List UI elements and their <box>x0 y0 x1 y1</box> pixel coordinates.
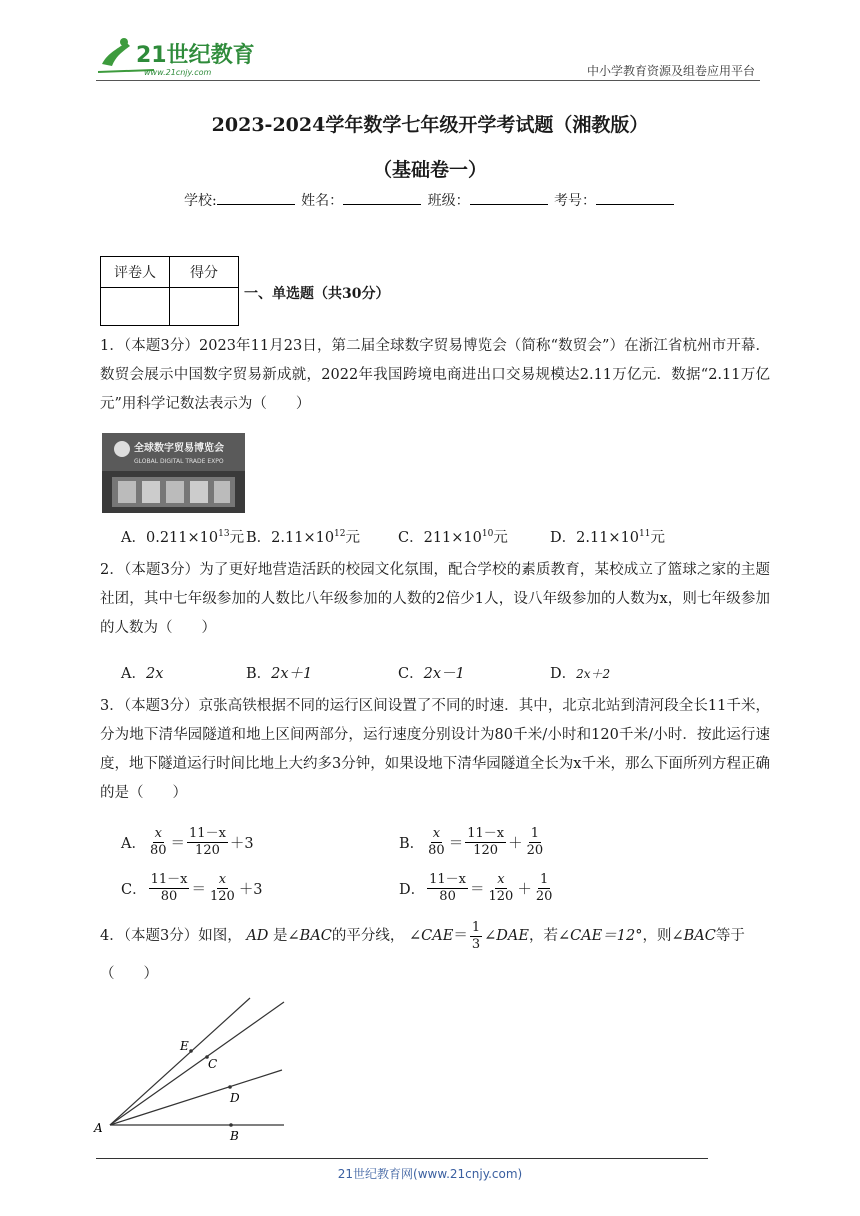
q1-option-a[interactable]: A．$0.211\times 10^{13}$元 <box>121 529 245 546</box>
logo-text: 21世纪教育 <box>136 43 255 68</box>
student-info-line <box>0 190 860 210</box>
q2-option-c[interactable]: C．2x－1 <box>398 666 465 682</box>
point-D <box>228 1085 232 1089</box>
q2-option-b[interactable]: B．2x＋1 <box>246 666 313 682</box>
ray-AC <box>110 1002 284 1125</box>
angle-figure <box>90 990 300 1150</box>
question-3-text: 3．（本题3分）京张高铁根据不同的运行区间设置了不同的时速．其中，北京北站到清河段全长11千米，分为地下清华园隧道和地上区间两部分，运行速度分别设计为80千米/小时和120千米/小时．按此运行速度，地下隧道运行时间比地上大约多3分钟，如果设地下清华园隧道全长为x千米，那么下面所列方程正确的是（ ） <box>100 698 770 801</box>
photo-title: 全球数字贸易博览会 <box>134 443 224 454</box>
expo-photo <box>102 433 245 513</box>
q3-option-b[interactable]: B． $\frac{x}{80}$ ＝ $\frac{11-x}{120}$ ＋ $\frac{1}{20}$ <box>399 826 544 858</box>
footer-link[interactable]: 21世纪教育网(www.21cnjy.com) <box>337 1167 523 1181</box>
section-heading: 一、单选题（共30分） <box>244 286 390 302</box>
header-platform-text: 中小学教育资源及组卷应用平台 <box>586 64 755 78</box>
ray-AE <box>110 998 250 1125</box>
exam-no-blank <box>596 190 674 205</box>
name-label: 姓名： <box>301 193 344 209</box>
name-blank <box>343 190 421 205</box>
q1-option-c[interactable]: C．$211\times 10^{10}$元 <box>398 529 508 546</box>
class-label: 班级： <box>427 193 470 209</box>
reviewer-header: 评卷人 <box>101 257 170 288</box>
label-D: D <box>230 1091 240 1105</box>
q3-option-d[interactable]: D． $\frac{11-x}{80}$ ＝ $\frac{x}{120}$ ＋ $\frac{1}{20}$ <box>399 872 553 904</box>
q2-option-a[interactable]: A．2x <box>121 666 164 682</box>
q1-option-b[interactable]: B．$2.11\times 10^{12}$元 <box>246 529 360 546</box>
page-title: 2023-2024学年数学七年级开学考试题（湘教版） <box>211 114 649 136</box>
point-B <box>229 1123 233 1127</box>
question-1-text: 1．（本题3分）2023年11月23日，第二届全球数字贸易博览会（简称“数贸会”）在浙江省杭州市开幕．数贸会展示中国数字贸易新成就，2022年我国跨境电商进出口交易规模达2.11万亿元．数据“2.11万亿元”用科学记数法表示为（ ） <box>100 338 770 412</box>
exam-no-label: 考号： <box>554 193 597 209</box>
label-E: E <box>180 1039 189 1053</box>
score-table <box>100 256 239 326</box>
q1-option-d[interactable]: D．$2.11\times 10^{11}$元 <box>550 529 665 546</box>
footer-divider <box>96 1158 708 1159</box>
q3-option-c[interactable]: C． $\frac{11-x}{80}$ ＝ $\frac{x}{120}$ ＋3 <box>121 872 263 904</box>
label-C: C <box>208 1057 218 1071</box>
site-logo <box>94 34 264 80</box>
label-B: B <box>230 1129 239 1143</box>
page-subtitle: （基础卷一） <box>372 159 487 181</box>
reviewer-cell <box>101 288 170 326</box>
q3-option-a[interactable]: A． $\frac{x}{80}$ ＝ $\frac{11-x}{120}$ ＋3 <box>121 826 254 858</box>
point-E <box>189 1049 193 1053</box>
class-blank <box>470 190 548 205</box>
ray-AD <box>110 1070 282 1125</box>
q2-option-d[interactable]: D．2x＋2 <box>550 666 611 682</box>
photo-subtitle: GLOBAL DIGITAL TRADE EXPO <box>134 458 224 465</box>
question-4-text: 4．（本题3分）如图， AD 是 ∠BAC 的平分线， ∠CAE ＝ $\frac{1}{3}$ ∠DAE ，若 ∠CAE＝12° ，则 ∠BAC 等于 <box>100 920 745 952</box>
school-blank <box>217 190 295 205</box>
label-A: A <box>94 1121 103 1135</box>
score-header: 得分 <box>170 257 239 288</box>
question-4-paren: （ ） <box>100 966 158 982</box>
logo-url: www.21cnjy.com <box>144 68 212 77</box>
header-divider <box>96 80 760 81</box>
score-cell <box>170 288 239 326</box>
school-label: 学校: <box>183 193 217 209</box>
question-2-text: 2．（本题3分）为了更好地营造活跃的校园文化氛围，配合学校的素质教育，某校成立了篮球之家的主题社团，其中七年级参加的人数比八年级参加的人数的2倍少1人，设八年级参加的人数为x，则七年级参加的人数为（ ） <box>100 562 770 636</box>
